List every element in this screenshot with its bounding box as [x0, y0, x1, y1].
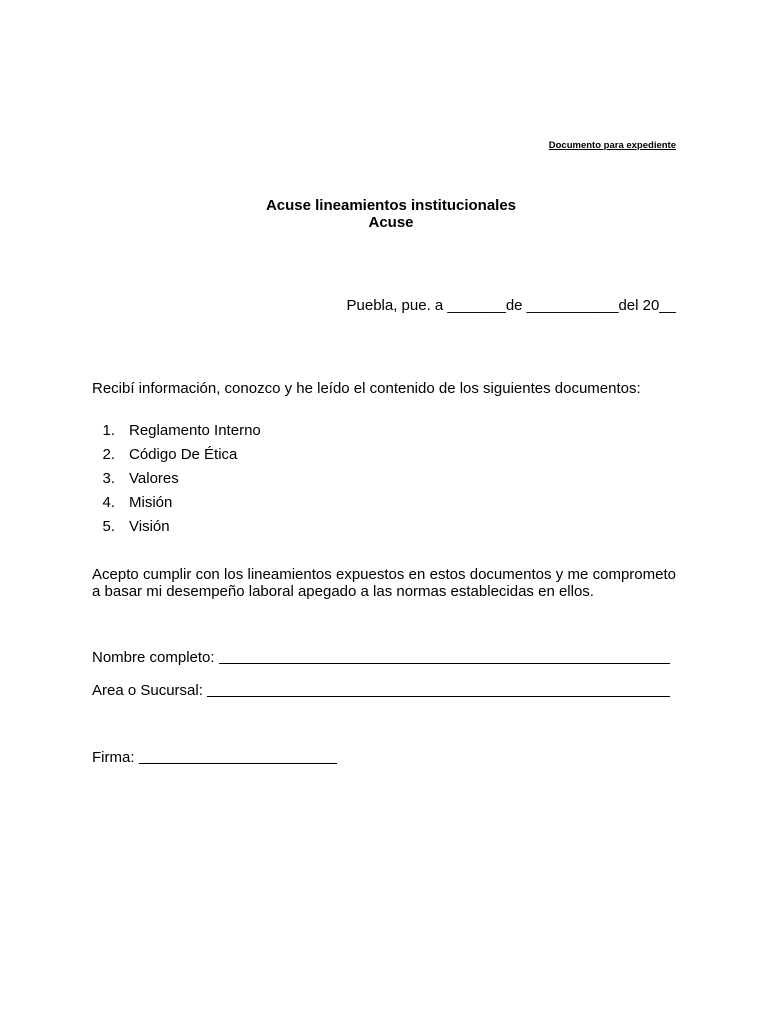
list-item-label: Código De Ética [129, 446, 238, 463]
document-title: Acuse lineamientos institucionales [265, 197, 517, 214]
list-number: 1. [102, 422, 115, 439]
acceptance-paragraph: Acepto cumplir con los lineamientos expuestos en estos documentos y me comprometo a basar mi desempeño laboral apegado a las normas establecidas en ellos. [92, 566, 676, 600]
intro-text: Recibí información, conozco y he leído el contenido de los siguientes documentos: [92, 380, 641, 397]
list-item-label: Visión [129, 518, 170, 535]
list-item [92, 422, 261, 446]
area-branch-field [92, 682, 670, 699]
signature-label: Firma: [92, 749, 135, 766]
document-list [92, 422, 261, 542]
file-note: Documento para expediente [548, 140, 676, 151]
document-subtitle: Acuse [368, 214, 414, 231]
signature-blank [139, 749, 337, 764]
list-item [92, 446, 261, 470]
list-number: 5. [102, 518, 115, 535]
signature-field [92, 749, 337, 766]
list-number: 3. [102, 470, 115, 487]
list-item [92, 518, 261, 542]
list-item-label: Reglamento Interno [129, 422, 261, 439]
title-block [0, 197, 768, 231]
list-item-label: Valores [129, 470, 179, 487]
list-number: 4. [102, 494, 115, 511]
full-name-label: Nombre completo: [92, 649, 215, 666]
full-name-blank [219, 649, 670, 664]
list-number: 2. [102, 446, 115, 463]
area-branch-blank [207, 682, 670, 697]
list-item [92, 494, 261, 518]
list-item-label: Misión [129, 494, 173, 511]
date-line: Puebla, pue. a _______de ___________del 20__ [346, 297, 676, 314]
area-branch-label: Area o Sucursal: [92, 682, 203, 699]
full-name-field [92, 649, 670, 666]
list-item [92, 470, 261, 494]
